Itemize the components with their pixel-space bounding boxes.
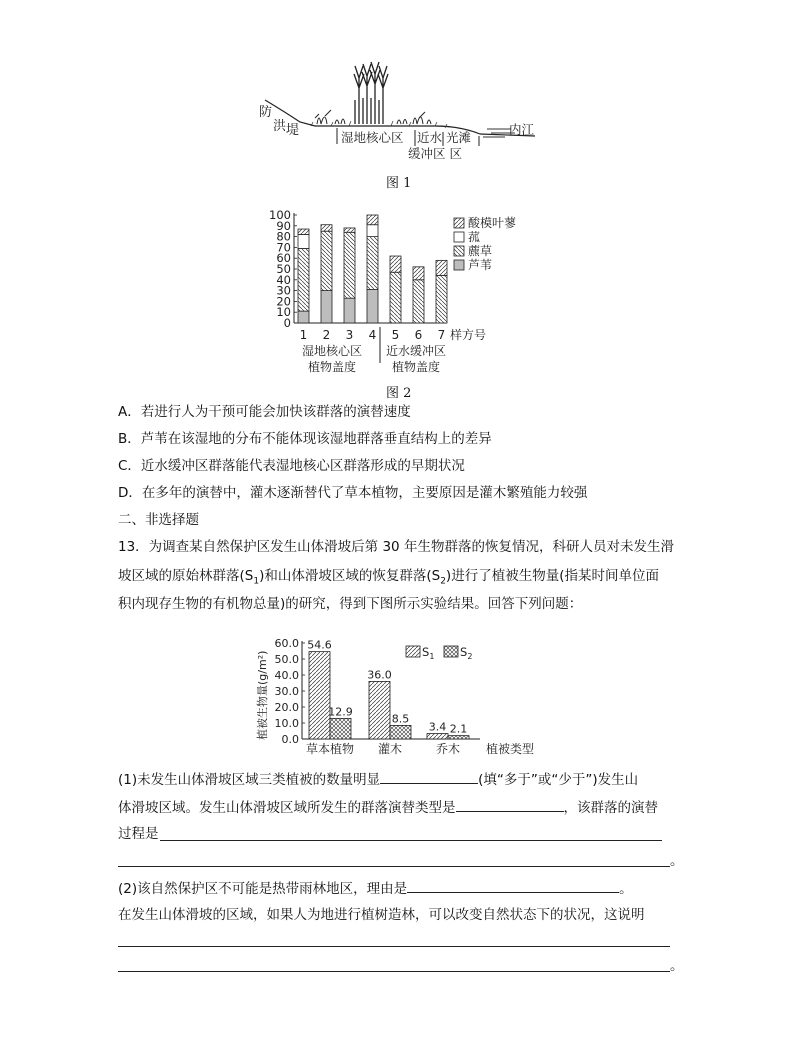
fig2-y-tick-label: 10 [276, 305, 291, 320]
fig2-y-tick-label: 30 [276, 283, 291, 298]
fig2-x-tick-label: 2 [322, 328, 331, 342]
fig2-x-tick-label: 3 [345, 328, 354, 342]
fig2-legend-label: 芦苇 [468, 258, 493, 272]
q13-part1-end: 。 [670, 853, 684, 869]
near-water-label: 近水 [417, 130, 443, 145]
answer-line-7[interactable] [118, 971, 670, 972]
fig2-bar-7-酸模叶蓼 [436, 260, 447, 275]
fig3-x-tick-label: 草本植物 [305, 742, 355, 756]
q13-part1-line1: (1)未发生山体滑坡区域三类植被的数量明显 (填“多于”或“少于”)发生山 [118, 769, 638, 790]
fig3-bar-草本植物-S2 [330, 718, 351, 739]
fig2-legend-swatch [454, 218, 464, 228]
fig3-y-tick-label: 40.0 [274, 669, 299, 682]
fig2-bar-5-酸模叶蓼 [390, 256, 401, 272]
core-zone-label: 湿地核心区 [341, 130, 404, 145]
reed-plants [354, 62, 388, 124]
fig2-group2-line1: 近水缓冲区 [386, 344, 447, 358]
fig2-bar-4-芦苇 [367, 290, 378, 323]
answer-blank-5[interactable] [407, 878, 619, 893]
fig3-y-tick-label: 0.0 [281, 733, 299, 746]
fig2-x-tick-label: 6 [414, 328, 423, 342]
fig2-y-tick-label: 40 [276, 272, 291, 287]
fig2-bar-1-藨草 [298, 248, 309, 311]
small-plants [315, 110, 431, 124]
figure-3-biomass-chart [252, 628, 552, 758]
option-b: B．芦苇在该湿地的分布不能体现该湿地群落垂直结构上的差异 [118, 431, 492, 447]
fig2-bar-5-藨草 [390, 272, 401, 323]
answer-blank-2[interactable] [456, 797, 564, 812]
fig2-y-tick-label: 90 [276, 218, 291, 233]
fig2-x-tick-label: 4 [368, 328, 377, 342]
fig2-bar-3-芦苇 [344, 298, 355, 323]
fig2-y-tick-label: 100 [269, 208, 291, 222]
fig3-x-tick-label: 乔木 [435, 742, 461, 756]
figure-1-wetland-profile [255, 60, 545, 172]
fig2-bar-4-菰 [367, 225, 378, 237]
legend-s2-swatch [444, 646, 458, 657]
answer-line-3[interactable] [160, 840, 662, 841]
fig2-bar-4-酸模叶蓼 [367, 215, 378, 225]
fig2-x-tick-label: 1 [299, 328, 308, 342]
fig2-y-tick-label: 20 [276, 294, 291, 309]
dike-label-2: 洪 [273, 119, 287, 134]
buffer-zone-label: 缓冲区 区 [408, 146, 462, 161]
fig3-x-tick-label: 灌木 [377, 742, 403, 756]
answer-line-4[interactable] [118, 866, 670, 867]
fig2-bar-6-酸模叶蓼 [413, 267, 424, 280]
option-a: A．若进行人为干预可能会加快该群落的演替速度 [118, 404, 411, 420]
fig2-y-tick-label: 70 [276, 240, 291, 255]
fig2-bar-6-藨草 [413, 280, 424, 323]
q13-part2-end: 。 [670, 958, 684, 974]
fig2-bar-7-藨草 [436, 275, 447, 323]
fig2-y-tick-label: 50 [276, 262, 291, 276]
fig3-x-axis-label: 植被类型 [486, 742, 535, 756]
dike-label-1: 防 [259, 105, 273, 120]
q13-part1-line2: 体滑坡区域。发生山体滑坡区域所发生的群落演替类型是 ，该群落的演替 [118, 797, 658, 818]
fig2-bar-3-藨草 [344, 232, 355, 298]
fig2-bar-4-藨草 [367, 237, 378, 290]
fig3-y-tick-label: 20.0 [274, 701, 299, 714]
fig2-bar-2-芦苇 [321, 291, 332, 323]
fig3-y-tick-label: 30.0 [274, 685, 299, 698]
dike-label-3: 堤 [286, 123, 300, 138]
figure-2-cover-chart [258, 205, 538, 380]
fig3-y-tick-label: 50.0 [274, 653, 299, 666]
fig2-bar-1-菰 [298, 234, 309, 248]
fig2-x-tick-label: 7 [437, 328, 446, 342]
answer-line-6[interactable] [118, 946, 670, 947]
fig3-bar-灌木-S2 [390, 725, 411, 739]
fig3-bar-乔木-S2 [448, 736, 469, 739]
fig3-data-label: 8.5 [391, 712, 410, 726]
fig3-bar-灌木-S1 [369, 681, 390, 739]
fig3-data-label: 3.4 [428, 720, 447, 734]
figure-1-caption: 图 1 [386, 176, 412, 191]
river-label: 内江 [509, 122, 535, 137]
fig2-y-tick-label: 60 [276, 251, 291, 266]
fig3-y-tick-label: 60.0 [274, 637, 299, 650]
fig2-bar-1-酸模叶蓼 [298, 229, 309, 234]
fig2-group1-line1: 湿地核心区 [302, 344, 363, 358]
legend-s1-label: $S_1$ [422, 645, 435, 661]
q13-part2-line1: (2)该自然保护区不可能是热带雨林地区，理由是 。 [118, 878, 633, 899]
fig3-y-tick-label: 10.0 [274, 717, 299, 730]
fig3-data-label: 12.9 [328, 705, 353, 719]
fig2-group2-line2: 植物盖度 [392, 360, 441, 374]
fig2-legend-label: 酸模叶蓼 [468, 216, 517, 230]
fig2-bar-3-酸模叶蓼 [344, 228, 355, 232]
fig2-legend-swatch [454, 246, 464, 256]
fig2-legend-label: 菰 [468, 230, 481, 244]
fig2-bar-2-藨草 [321, 231, 332, 290]
fig3-data-label: 2.1 [449, 722, 468, 736]
fig2-y-tick-label: 0 [283, 316, 291, 330]
fig2-x-axis-label: 样方号 [450, 328, 487, 342]
answer-blank-1[interactable] [380, 769, 478, 784]
fig2-x-tick-label: 5 [391, 328, 400, 342]
fig2-bar-2-酸模叶蓼 [321, 225, 332, 231]
q13-line1: 13．为调查某自然保护区发生山体滑坡后第 30 年生物群落的恢复情况，科研人员对未发生滑 [118, 539, 674, 555]
q13-part2-line2: 在发生山体滑坡的区域，如果人为地进行植树造林，可以改变自然状态下的状况，这说明 [118, 907, 645, 923]
legend-s1-swatch [406, 646, 420, 657]
fig2-legend-swatch [454, 232, 464, 242]
q13-line2: 坡区域的原始林群落$(S_1)$和山体滑坡区域的恢复群落$(S_2)$进行了植被生物量(指某时间单位面 [118, 568, 659, 587]
fig3-bar-乔木-S1 [427, 734, 448, 739]
legend-s2-label: $S_2$ [460, 645, 473, 661]
option-d: D．在多年的演替中，灌木逐渐替代了草本植物，主要原因是灌木繁殖能力较强 [118, 485, 588, 501]
q13-line3: 积内现存生物的有机物总量)的研究，得到下图所示实验结果。回答下列问题： [118, 596, 583, 612]
bare-beach-label: 光滩 [446, 130, 472, 145]
fig2-bar-1-芦苇 [298, 311, 309, 323]
q13-part1-line3: 过程是 [118, 826, 159, 842]
fig3-data-label: 54.6 [307, 638, 332, 652]
section-title: 二、非选择题 [118, 512, 199, 528]
fig2-y-tick-label: 80 [276, 229, 291, 244]
option-c: C．近水缓冲区群落能代表湿地核心区群落形成的早期状况 [118, 458, 465, 474]
fig2-legend-label: 藨草 [468, 244, 493, 258]
fig3-bar-草本植物-S1 [309, 652, 330, 739]
figure-2-caption: 图 2 [386, 386, 412, 401]
fig2-legend-swatch [454, 260, 464, 270]
fig3-data-label: 36.0 [367, 668, 392, 682]
fig2-group1-line2: 植物盖度 [308, 360, 357, 374]
fig3-y-axis-label: 植被生物量(g/m²) [256, 650, 269, 740]
